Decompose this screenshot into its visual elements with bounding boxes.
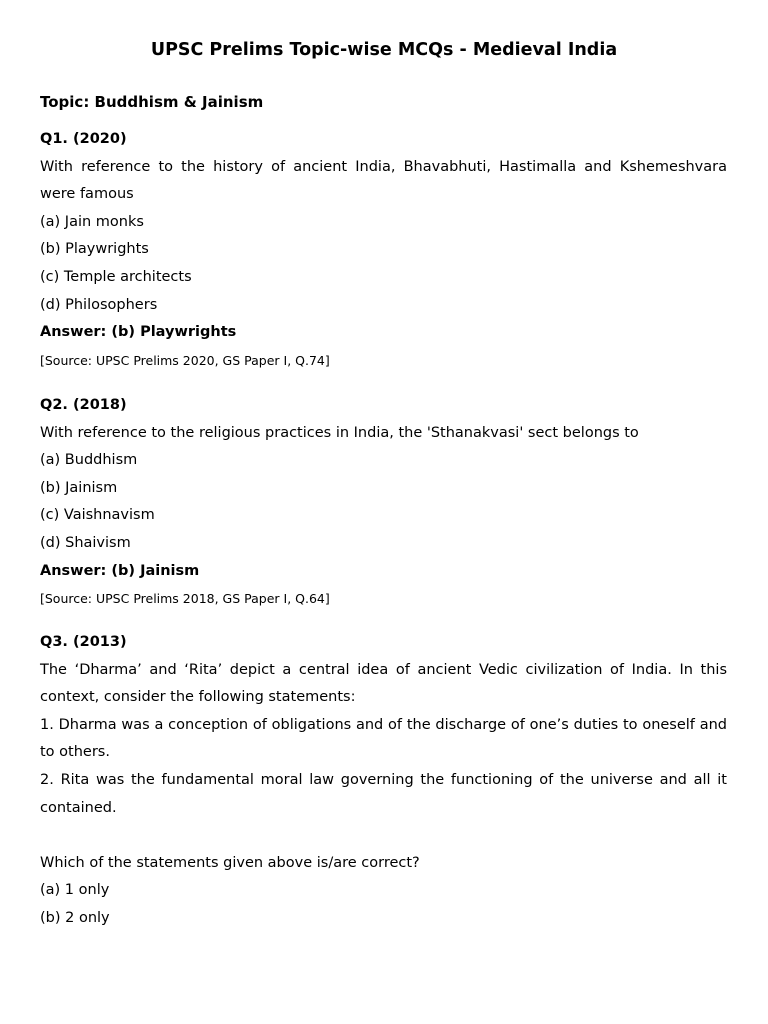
document-title: UPSC Prelims Topic-wise MCQs - Medieval India xyxy=(150,40,618,60)
option-b: (b) 2 only xyxy=(40,909,110,926)
option-a: (a) Buddhism xyxy=(40,452,138,469)
option-a: (a) Jain monks xyxy=(40,213,144,230)
question-block-2 xyxy=(40,392,727,613)
option-c: (c) Temple architects xyxy=(40,268,192,285)
statement-2: 2. Rita was the fundamental moral law governing the functioning of the universe and all it contained. xyxy=(40,771,727,816)
option-c: (c) Vaishnavism xyxy=(40,507,155,524)
option-b: (b) Jainism xyxy=(40,479,118,496)
question-heading: Q1. (2020) xyxy=(40,131,127,147)
topic-heading: Topic: Buddhism & Jainism xyxy=(40,93,264,111)
source-line: [Source: UPSC Prelims 2018, GS Paper I, Q.64] xyxy=(40,591,330,607)
option-b: (b) Playwrights xyxy=(40,241,149,258)
question-prompt: Which of the statements given above is/are correct? xyxy=(40,854,420,871)
answer-line: Answer: (b) Playwrights xyxy=(40,324,237,341)
question-text: The ‘Dharma’ and ‘Rita’ depict a central idea of ancient Vedic civilization of India. In this context, consider the following statements: xyxy=(40,661,727,706)
question-text: With reference to the history of ancient India, Bhavabhuti, Hastimalla and Kshemeshvara were famous xyxy=(40,158,727,203)
source-line: [Source: UPSC Prelims 2020, GS Paper I, Q.74] xyxy=(40,352,330,368)
question-heading: Q3. (2013) xyxy=(40,634,127,650)
option-d: (d) Philosophers xyxy=(40,296,158,313)
option-d: (d) Shaivism xyxy=(40,534,131,551)
blank-line xyxy=(40,822,727,850)
answer-line: Answer: (b) Jainism xyxy=(40,562,200,579)
question-heading: Q2. (2018) xyxy=(40,397,127,413)
question-block-3 xyxy=(40,629,727,933)
question-text: With reference to the religious practices in India, the 'Sthanakvasi' sect belongs to xyxy=(40,424,639,441)
question-block-1 xyxy=(40,126,727,375)
option-a: (a) 1 only xyxy=(40,882,110,899)
statement-1: 1. Dharma was a conception of obligations and of the discharge of one’s duties to oneself and to others. xyxy=(40,716,727,761)
